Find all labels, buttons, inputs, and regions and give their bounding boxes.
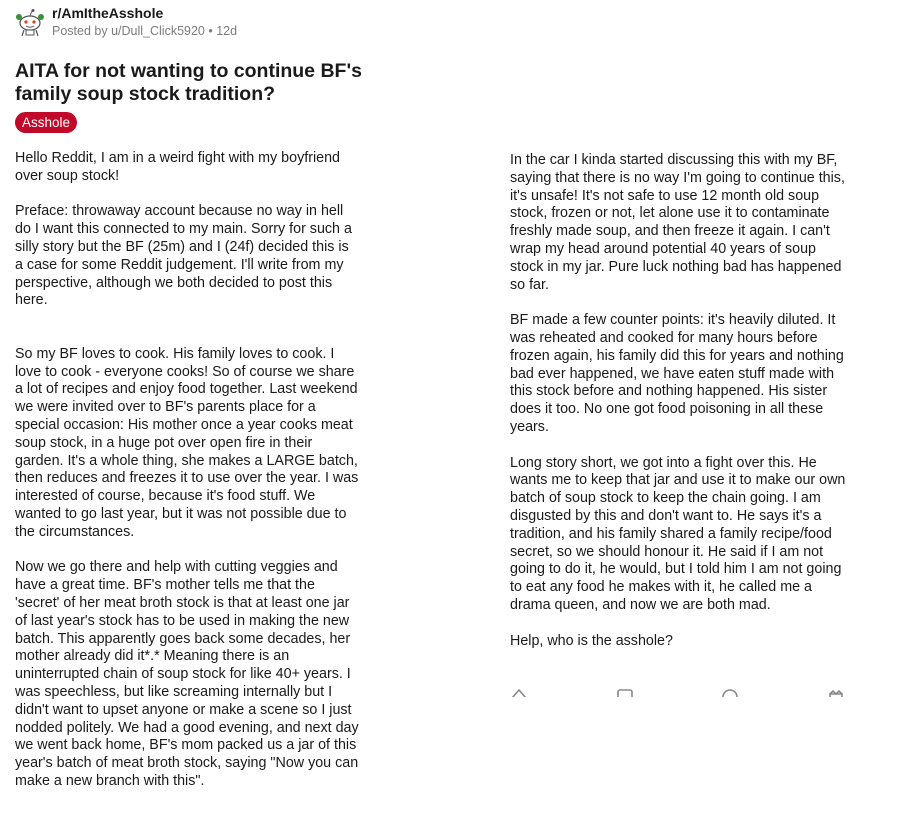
body-paragraph: Help, who is the asshole? [510,632,673,649]
award-button[interactable] [827,688,845,697]
body-paragraph: So my BF loves to cook. His family loves to cook. I love to cook - everyone cooks! So of course we share a lot of recipes and enjoy food together. Last weekend we were invited over to BF's parents place for a special occasion: His mother once a year cooks meat soup stock, in a huge pot over open fire in their garden. It's a whole thing, she makes a LARGE batch, then reduces and freezes it to use over the year. I was interested of course, because it's food stuff. We wanted to go last year, but it was not possible due to the circumstances. [15,345,359,540]
body-paragraph: Long story short, we got into a fight over this. He wants me to keep that jar and use it to make our own batch of soup stock to keep the chain going. I am disgusted by this and don't want to. He says it's a tradition, and his family shared a family recipe/food secret, so we should honour it. He said if I am not going to do it, he would, but I told him I am not going to eat any food he makes with it, he called me a drama queen, and now we are both mad. [510,454,846,613]
meta-separator: • [204,24,217,38]
award-icon [827,688,845,697]
post-action-bar [510,688,845,697]
comments-button[interactable] [616,688,634,697]
post-body-left [15,150,360,808]
post-header [15,5,237,41]
body-paragraph: Now we go there and help with cutting veggies and have a great time. BF's mother tells me that the 'secret' of her meat broth stock is that at least one jar of last year's stock has to be used in making the new batch. This apparently goes back some decades, her mother already did it*.* Meaning there is an uninterrupted chain of soup stock for like 40+ years. I was speechless, but like screaming internally but I didn't want to upset anyone or make a scene so I just nodded politely. We had a good evening, and next day we went back home, BF's mom packed us a jar of this year's batch of meat broth stock, saying "Now you can make a new branch with this". [15,559,359,789]
post-flair[interactable]: Asshole [15,112,77,133]
body-paragraph: Preface: throwaway account because no way in hell do I want this connected to my main. Sorry for such a silly story but the BF (25m) and I (24f) decided this is a case for some Reddit judgement. I'll write from my perspective, although we both decided to post this here. [15,203,352,309]
reddit-snoo-icon[interactable] [15,8,45,38]
upvote-arrow-icon [510,688,528,697]
author-link[interactable]: u/Dull_Click5920 [111,24,205,38]
comment-bubble-icon [616,688,634,697]
vote-button[interactable] [510,688,528,697]
subreddit-link[interactable]: r/AmItheAsshole [52,5,164,21]
post-title[interactable]: AITA for not wanting to continue BF's family soup stock tradition? [15,60,362,105]
body-paragraph: Hello Reddit, I am in a weird fight with my boyfriend over soup stock! [15,150,340,184]
body-paragraph: In the car I kinda started discussing this with my BF, saying that there is no way I'm going to continue this, it's unsafe! It's not safe to use 12 month old soup stock, frozen or not, let alone use it to contaminate freshly made soup, and then freeze it again. I can't wrap my head around potential 40 years of soup stock in my jar. Pure luck nothing bad has happened so far. [510,152,845,293]
posted-by-label: Posted by [52,24,112,38]
post-body-right [510,152,850,668]
body-paragraph: BF made a few counter points: it's heavily diluted. It was reheated and cooked for many hours before frozen again, his family did this for years and nothing bad ever happened, we have eaten stuff made with this stock before and nothing happened. His sister does it too. No one got food poisoning in all these years. [510,312,844,435]
post-meta [52,23,237,40]
share-icon [721,688,739,697]
post-age: 12d [216,24,238,38]
share-button[interactable] [721,688,739,697]
